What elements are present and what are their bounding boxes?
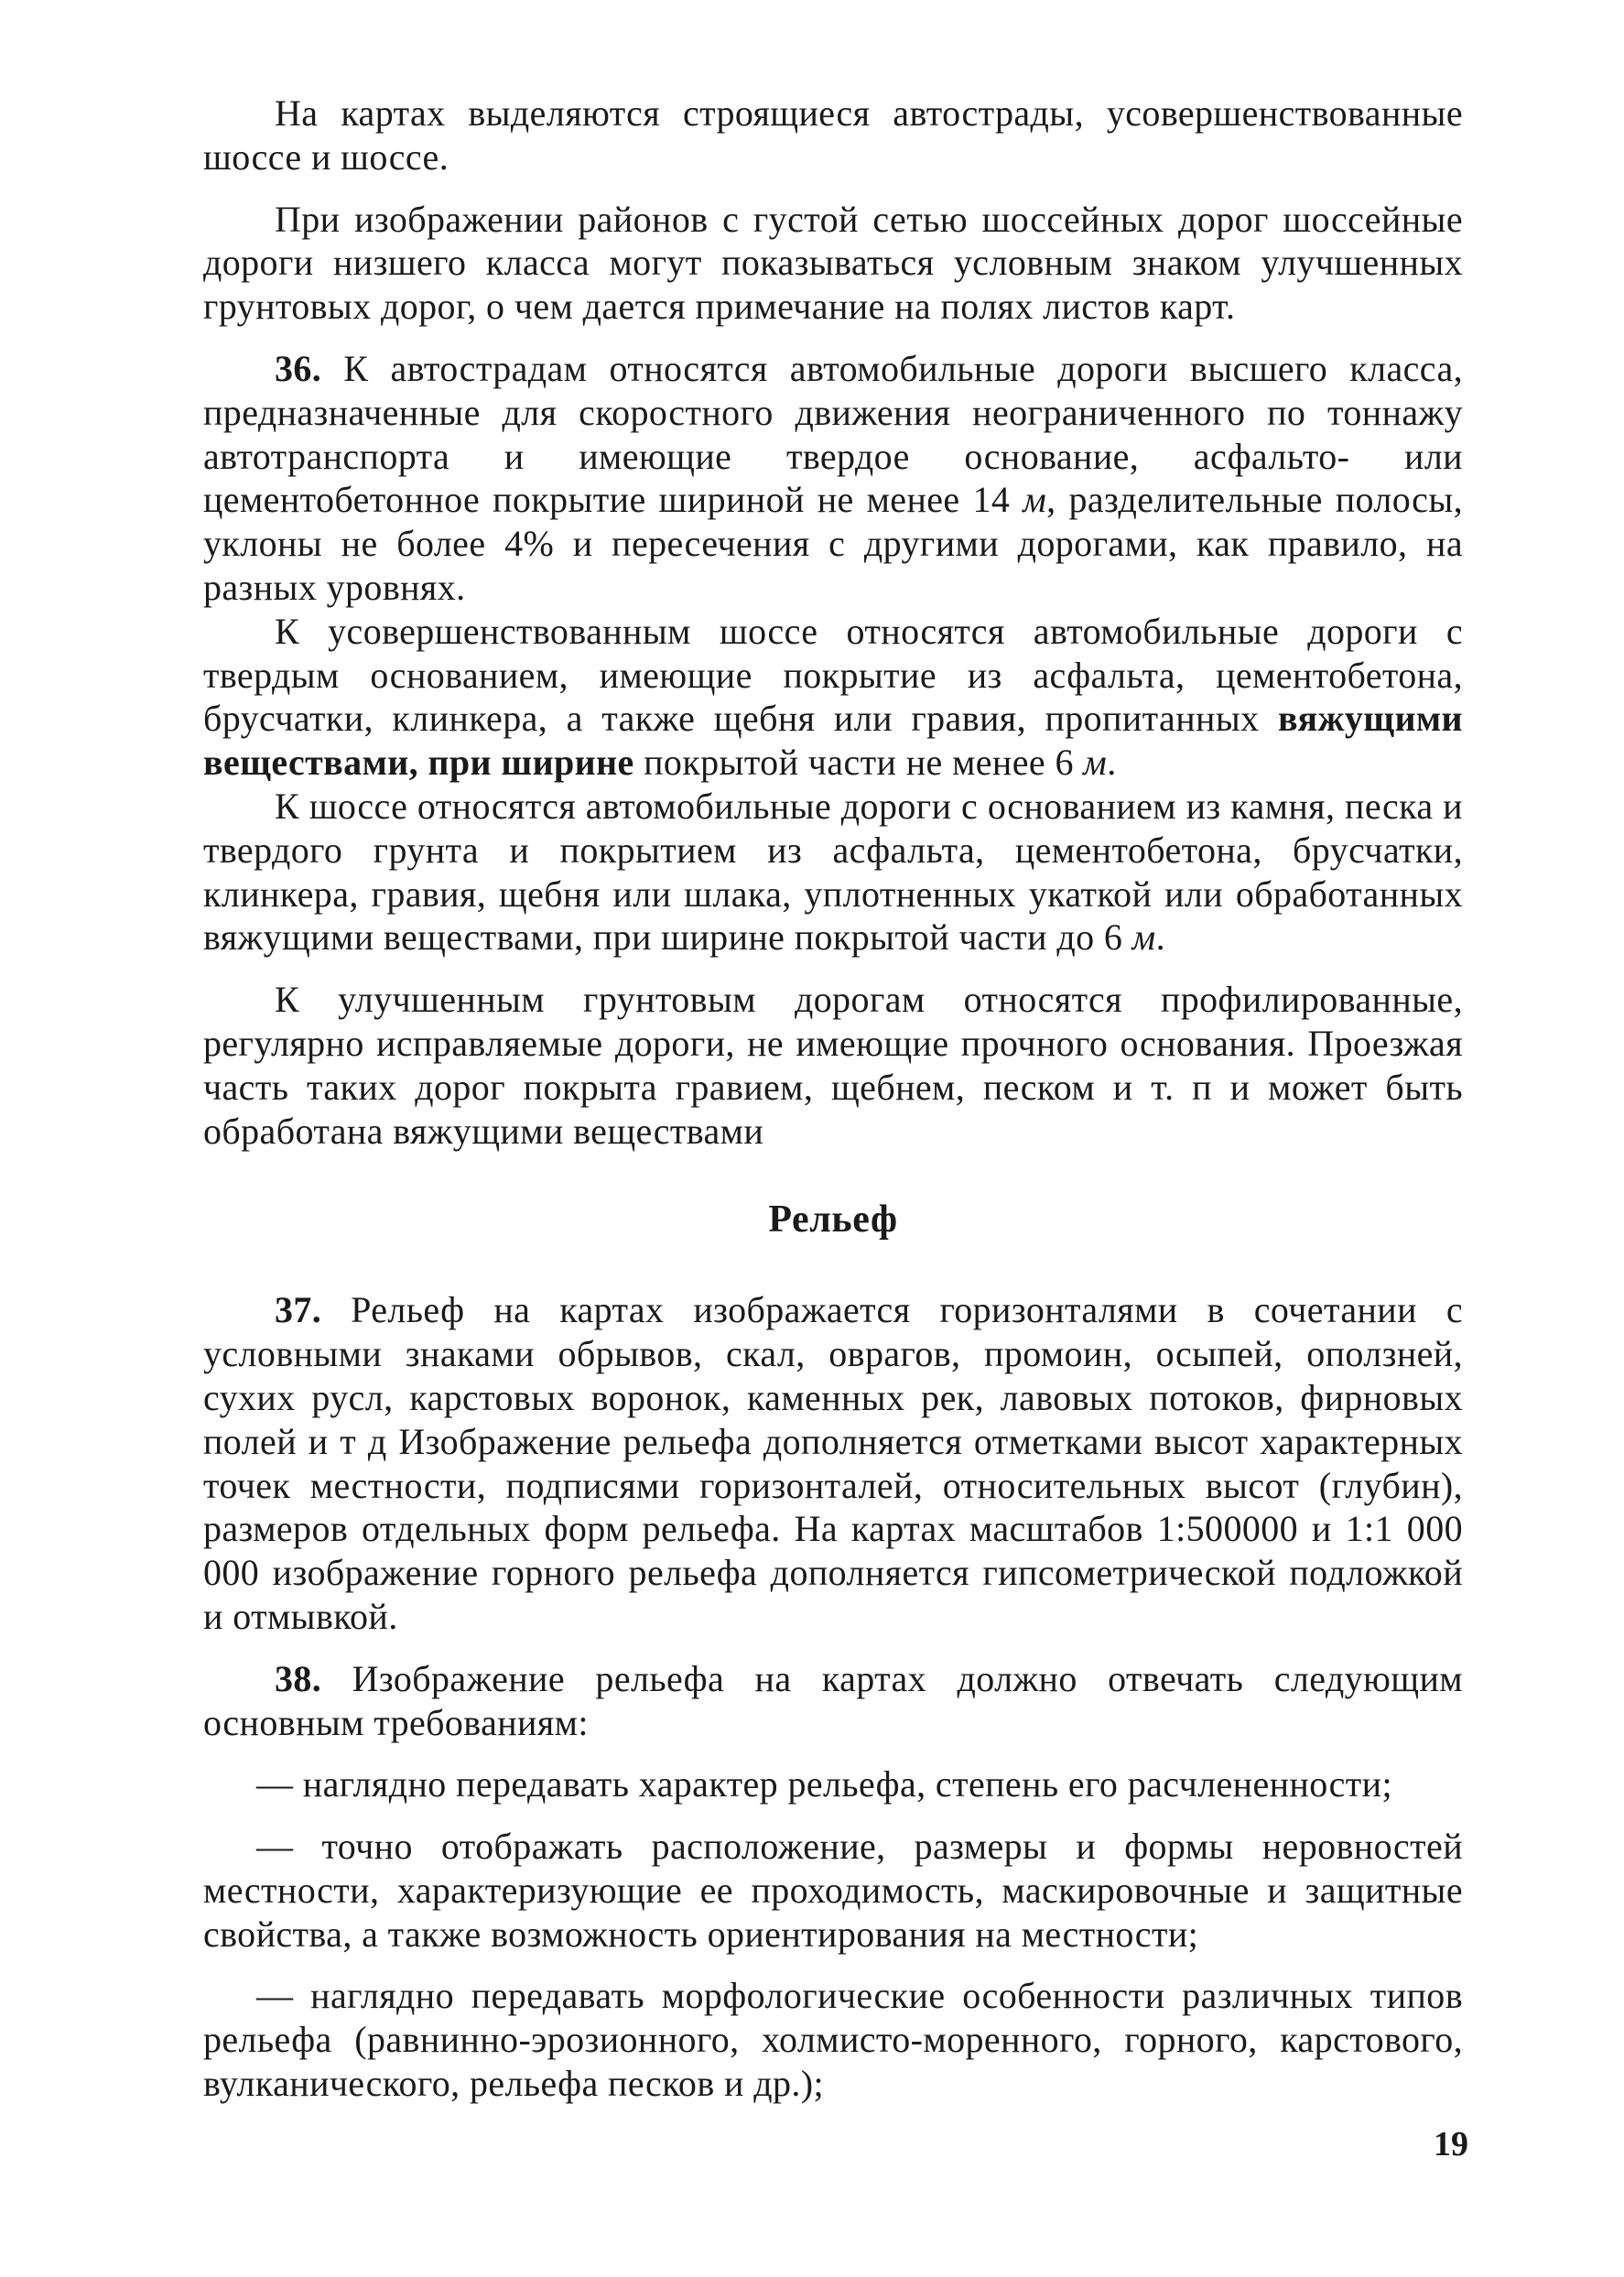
paragraph-text: , разделительные полосы, уклоны не более 4% и пересечения с другими дорогами, как правило, на разных уровнях. bbox=[203, 479, 1463, 608]
paragraph-improved-highways bbox=[203, 610, 1463, 785]
paragraph-text: . bbox=[1155, 916, 1166, 959]
paragraph-number: 37. bbox=[275, 1289, 322, 1331]
paragraph-37-relief bbox=[203, 1288, 1463, 1638]
unit-label: м bbox=[1023, 479, 1047, 521]
unit-label: м bbox=[1131, 916, 1156, 959]
paragraph-number: 38. bbox=[275, 1657, 322, 1699]
paragraph-text: покрытой части не менее 6 bbox=[633, 742, 1084, 784]
paragraph-36-autostrady bbox=[203, 347, 1463, 610]
paragraph-text: К автострадам относятся автомобильные дороги высшего класса, предназначенные для скоростного движения неограниченного по тоннажу автотранспорта и имеющие твердое основание, асфальто- или цементобетонное покрытие шириной не менее 14 bbox=[203, 347, 1463, 521]
paragraph-number: 36. bbox=[275, 347, 322, 389]
paragraph-dirt-roads: К улучшенным грунтовым дорогам относятся профилированные, регулярно исправляемые дороги, не имеющие прочного основания. Проезжая часть таких дорог покрыта гравием, щебнем, песком и т. п и может быть обработана вяжущими веществами bbox=[203, 979, 1463, 1152]
page-number: 19 bbox=[1434, 2125, 1468, 2163]
paragraph-text: Рельеф на картах изображается горизонталями в сочетании с условными знаками обрывов, скал, оврагов, промоин, осыпей, оползней, сухих русл, карстовых воронок, каменных рек, лавовых потоков, фирновых полей и т д Изображение рельефа дополняется отметками высот характерных точек местности, подписями горизонталей, относительных высот (глубин), размеров отдельных форм рельефа. На картах масштабов 1:500000 и 1:1 000 000 изображение горного рельефа дополняется гипсометрической подложкой и отмывкой. bbox=[203, 1289, 1463, 1637]
paragraph-highways bbox=[203, 785, 1463, 960]
paragraph-text: Изображение рельефа на картах должно отвечать следующим основным требованиям: bbox=[203, 1657, 1463, 1743]
page-body bbox=[203, 92, 1463, 2106]
paragraph-38-requirements bbox=[203, 1657, 1463, 1745]
list-item: — наглядно передавать морфологические особенности различных типов рельефа (равнинно-эрозионного, холмисто-моренного, горного, карстового, вулканического, рельефа песков и др.); bbox=[203, 1975, 1463, 2105]
paragraph-text: К шоссе относятся автомобильные дороги с основанием из камня, песка и твердого грунта и покрытием из асфальта, цементобетона, брусчатки, клинкера, гравия, щебня или шлака, уплотненных укаткой или обработанных вяжущими веществами, при ширине покрытой части до 6 bbox=[203, 785, 1463, 959]
paragraph-text: . bbox=[1107, 742, 1117, 784]
list-item: — точно отображать расположение, размеры и формы неровностей местности, характеризующие ее проходимость, маскировочные и защитные свойства, а также возможность ориентирования на местности; bbox=[203, 1826, 1463, 1955]
unit-label: м bbox=[1083, 742, 1108, 784]
paragraph-roads-intro: На картах выделяются строящиеся автострады, усовершенствованные шоссе и шоссе. bbox=[203, 92, 1463, 178]
list-item: — наглядно передавать характер рельефа, степень его расчлененности; bbox=[256, 1763, 1392, 1805]
section-title: Рельеф bbox=[768, 1198, 898, 1242]
paragraph-dense-network: При изображении районов с густой сетью шоссейных дорог шоссейные дороги низшего класса могут показываться условным знаком улучшенных грунтовых дорог, о чем дается примечание на полях листов карт. bbox=[203, 198, 1463, 328]
bold-text: вяжущими веществами, при ширине bbox=[203, 698, 1463, 784]
paragraph-text: К усовершенствованным шоссе относятся автомобильные дороги с твердым основанием, имеющие покрытие из асфальта, цементобетона, брусчатки, клинкера, а также щебня или гравия, пропитанных bbox=[203, 610, 1463, 740]
